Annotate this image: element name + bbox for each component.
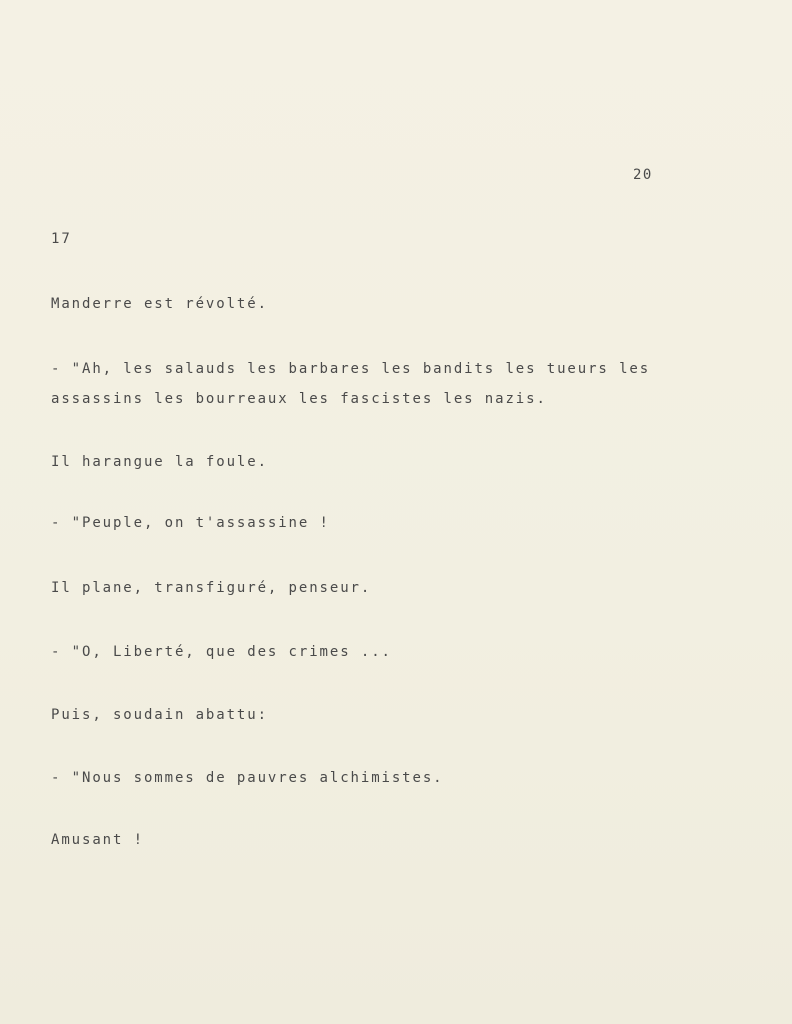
text-line: Manderre est révolté. (51, 296, 268, 312)
text-line: - "Ah, les salauds les barbares les bandits les tueurs les (51, 361, 651, 377)
text-line: - "Nous sommes de pauvres alchimistes. (51, 770, 444, 786)
text-line: - "O, Liberté, que des crimes ... (51, 644, 392, 660)
text-line: assassins les bourreaux les fascistes les nazis. (51, 391, 547, 407)
text-line: Il harangue la foule. (51, 454, 268, 470)
page-number: 20 (633, 167, 653, 183)
text-line: Puis, soudain abattu: (51, 707, 268, 723)
text-line: - "Peuple, on t'assassine ! (51, 515, 330, 531)
text-line: Il plane, transfiguré, penseur. (51, 580, 372, 596)
text-line: Amusant ! (51, 832, 144, 848)
section-number: 17 (51, 231, 72, 247)
